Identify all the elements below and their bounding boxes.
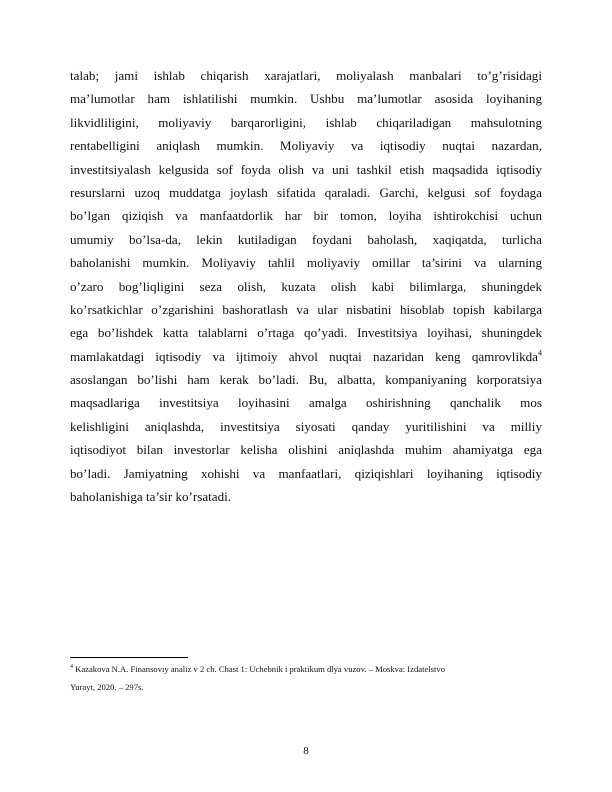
text-line-10: o’zaro bog’liqligini seza olish, kuzata olish kabi bilimlarga, shuningdek xyxy=(70,278,542,294)
text-line-11: ko’rsatkichlar o’zgarishini bashoratlash va ular nisbatini hisoblab topish kabilarga xyxy=(70,301,542,317)
footnote-line-1 xyxy=(70,661,542,679)
text-line-8: umumiy bo’lsa-da, lekin kutiladigan foydani baholash, xaqiqatda, turlicha xyxy=(70,231,542,247)
text-line-4: rentabelligini aniqlash mumkin. Moliyaviy va iqtisodiy nuqtai nazardan, xyxy=(70,138,542,154)
text-line-2: ma’lumotlar ham ishlatilishi mumkin. Ushbu ma’lumotlar asosida loyihaning xyxy=(70,91,542,107)
text-line-14: asoslangan bo’lishi ham kerak bo’ladi. Bu, albatta, kompaniyaning korporatsiya xyxy=(70,372,542,388)
footnote-marker: 4 xyxy=(70,664,73,671)
footnote xyxy=(70,661,542,696)
text-line-15: maqsadlariga investitsiya loyihasini amalga oshirishning qanchalik mos xyxy=(70,395,542,411)
text-line-19: baholanishiga ta’sir ko’rsatadi. xyxy=(70,489,232,505)
footnote-divider xyxy=(70,657,188,658)
text-line-13 xyxy=(70,345,542,368)
text-line-3: likvidliligini, moliyaviy barqarorligini, ishlab chiqariladigan mahsulotning xyxy=(70,114,542,130)
footnote-text-1: Kazakova N.A. Finansovıy analiz v 2 ch. Chast 1: Uchebnik i praktikum dlya vuzov. – Moskva: Izdatelstvo xyxy=(75,664,446,674)
text-line-17: iqtisodiyot bilan investorlar kelisha olishini aniqlashda muhim ahamiyatga ega xyxy=(70,442,542,458)
page-number: 8 xyxy=(303,745,309,757)
text-line-7: bo’lgan qiziqish va manfaatdorlik har bir tomon, loyiha ishtirokchisi uchun xyxy=(70,208,542,224)
footnote-reference[interactable]: 4 xyxy=(538,348,542,358)
text-line-5: investitsiyalash kelgusida sof foyda olish va uni tashkil etish maqsadida iqtisodiy xyxy=(70,161,542,177)
text-line-6: resurslarni uzoq muddatga joylash sifatida qaraladi. Garchi, kelgusi sof foydaga xyxy=(70,184,542,200)
body-text xyxy=(70,64,542,508)
footnote-line-2: Yurayt, 2020. – 297s. xyxy=(70,681,144,692)
text-line-18: bo’ladi. Jamiyatning xohishi va manfaatlari, qiziqishlari loyihaning iqtisodiy xyxy=(70,465,542,481)
text-line-12: ega bo’lishdek katta talablarni o’rtaga qo’yadi. Investitsiya loyihasi, shuningdek xyxy=(70,325,542,341)
text-line-16: kelishligini aniqlashda, investitsiya siyosati qanday yuritilishini va milliy xyxy=(70,418,542,434)
text-line-9: baholanishi mumkin. Moliyaviy tahlil moliyaviy omillar ta’sirini va ularning xyxy=(70,255,542,271)
text-line-1: talab; jami ishlab chiqarish xarajatlari, moliyalash manbalari to’g’risidagi xyxy=(70,68,542,83)
text-line-13-text: mamlakatdagi iqtisodiy va ijtimoiy ahvol nuqtai nazaridan keng qamrovlikda xyxy=(70,348,538,364)
